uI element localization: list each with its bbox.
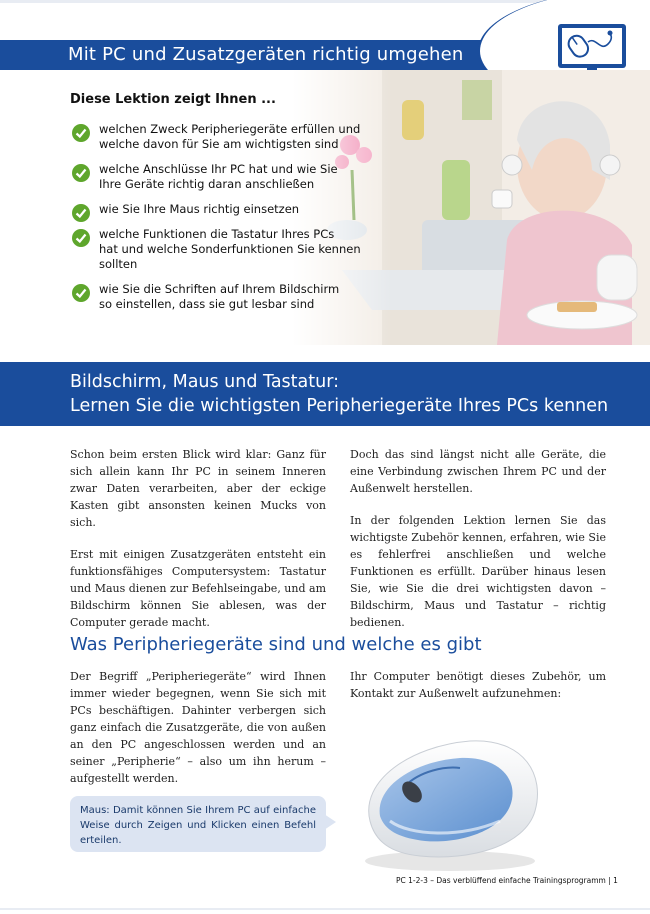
checkmark-icon	[72, 204, 90, 222]
section-title-line-1: Bildschirm, Maus und Tastatur:	[70, 372, 339, 392]
bullet-text: welche davon für Sie am wichtigsten sind	[99, 137, 339, 151]
bullet-text: welche Anschlüsse Ihr PC hat und wie Sie	[99, 162, 338, 176]
checkmark-icon	[72, 284, 90, 302]
checkmark-icon	[72, 124, 90, 142]
body-column-left	[70, 446, 326, 646]
list-item	[72, 227, 362, 272]
list-item	[72, 162, 362, 192]
subsection-column-left	[70, 668, 326, 802]
bullet-text: so einstellen, dass sie gut lesbar sind	[99, 297, 315, 311]
paragraph: Ihr Computer benötigt dieses Zubehör, um Kontakt zur Außenwelt aufzunehmen:	[350, 670, 606, 700]
bullet-text: sollten	[99, 257, 138, 271]
bullet-text: wie Sie Ihre Maus richtig einsetzen	[99, 202, 300, 216]
subsection-column-right	[350, 668, 606, 717]
page-footer: PC 1-2-3 – Das verblüffend einfache Trainingsprogramm | 1	[396, 876, 618, 885]
page-title: Mit PC und Zusatzgeräten richtig umgehen	[68, 44, 464, 65]
list-item	[72, 282, 362, 312]
checkmark-icon	[72, 164, 90, 182]
bottom-rule	[0, 908, 650, 910]
bullet-text: wie Sie die Schriften auf Ihrem Bildschirm	[99, 282, 340, 296]
computer-mouse-image	[350, 726, 550, 876]
paragraph: In der folgenden Lektion lernen Sie das wichtigste Zubehör kennen, erfahren, wie Sie es fehlerfrei anschließen und welche Funktionen es erfüllt. Darüber hinaus lesen Sie, wie Sie die drei wichtigsten davon – Bildschirm, Maus und Tastatur – richtig bedienen.	[350, 514, 606, 629]
subsection-heading: Was Peripheriegeräte sind und welche es gibt	[70, 634, 482, 655]
paragraph: Erst mit einigen Zusatzgeräten entsteht ein funktionsfähiges Computersystem: Tastatur und Maus dienen zur Befehlseingabe, und am Bildschirm können Sie ablesen, was der Computer gerade macht.	[70, 548, 327, 629]
callout-text: Maus: Damit können Sie Ihrem PC auf einfache Weise durch Zeigen und Klicken einen Befehl erteilen.	[80, 805, 316, 846]
paragraph: Der Begriff „Peripheriegeräte“ wird Ihnen immer wieder begegnen, wenn Sie sich mit PCs beschäftigen. Dahinter verbergen sich ganz einfach die Zusatzgeräte, die von außen an den PC angeschlossen werden und an seiner „Peripherie“ – also um ihn herum – aufgestellt werden.	[70, 670, 326, 785]
intro-heading: Diese Lektion zeigt Ihnen ...	[70, 92, 276, 107]
section-title-line-2: Lernen Sie die wichtigsten Peripheriegeräte Ihres PCs kennen	[70, 396, 609, 416]
list-item	[72, 202, 362, 217]
learning-goals-list	[72, 122, 362, 322]
body-column-right	[350, 446, 606, 646]
paragraph: Doch das sind längst nicht alle Geräte, die eine Verbindung zwischen Ihrem PC und der Außenwelt herstellen.	[350, 448, 606, 495]
bullet-text: Ihre Geräte richtig daran anschließen	[99, 177, 315, 191]
bullet-text: welchen Zweck Peripheriegeräte erfüllen und	[99, 122, 361, 136]
paragraph: Schon beim ersten Blick wird klar: Ganz für sich allein kann Ihr PC in seinem Inneren zwar Daten verarbeiten, aber der eckige Kasten gibt ansonsten keinen Mucks von sich.	[70, 448, 326, 529]
checkmark-icon	[72, 229, 90, 247]
bullet-text: welche Funktionen die Tastatur Ihres PCs	[99, 227, 335, 241]
list-item	[72, 122, 362, 152]
callout-pointer	[324, 814, 336, 830]
bullet-text: hat und welche Sonderfunktionen Sie kennen	[99, 242, 361, 256]
